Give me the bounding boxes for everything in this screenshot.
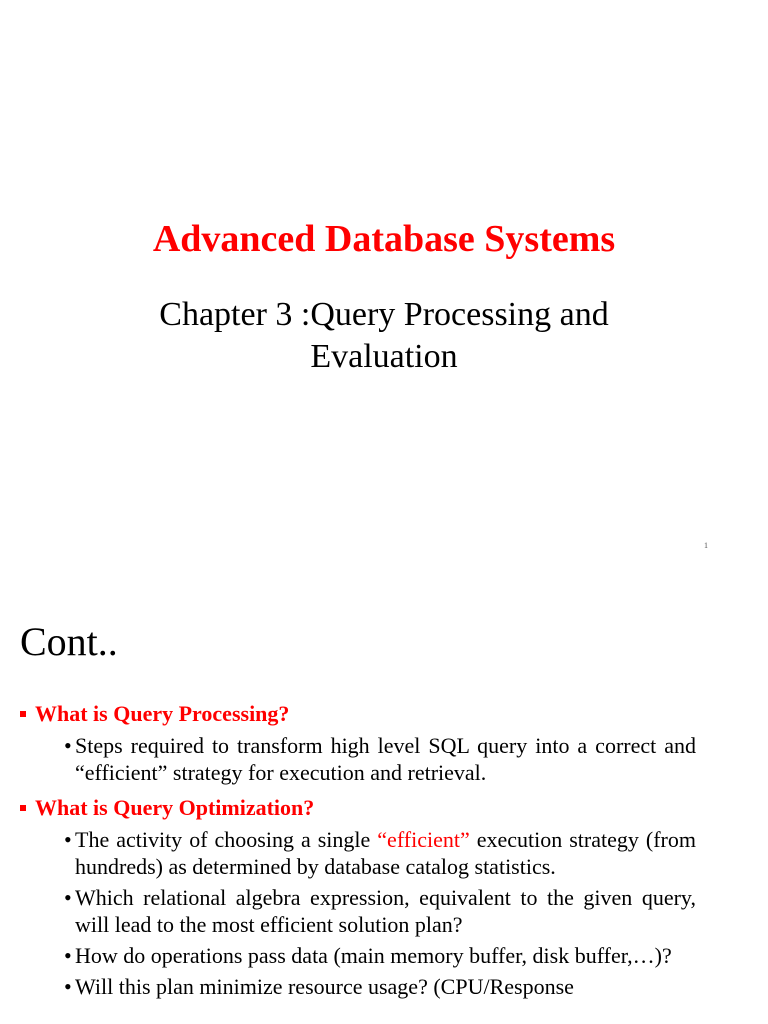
list-item bbox=[64, 973, 696, 1000]
page-number: 1 bbox=[704, 541, 708, 550]
list-item bbox=[64, 884, 696, 938]
slide-body bbox=[20, 700, 696, 1000]
section-heading-text: What is Query Processing? bbox=[35, 701, 290, 726]
bullet-icon: • bbox=[64, 943, 72, 968]
section-heading-text: What is Query Optimization? bbox=[35, 795, 315, 820]
list-item bbox=[64, 942, 696, 969]
highlighted-term: “efficient” bbox=[377, 827, 470, 852]
list-item bbox=[64, 826, 696, 880]
content-slide bbox=[0, 588, 768, 1024]
square-bullet-icon bbox=[20, 711, 26, 717]
section-heading-query-optimization bbox=[20, 794, 696, 821]
bullet-icon: • bbox=[64, 974, 72, 999]
list-item bbox=[64, 732, 696, 786]
subtitle-line-1: Chapter 3 :Query Processing and bbox=[159, 296, 609, 333]
list-item-text-start: The activity of choosing a single bbox=[75, 827, 378, 852]
list-item-text: Will this plan minimize resource usage? (CPU/Response bbox=[75, 974, 574, 999]
list-item-text: How do operations pass data (main memory buffer, disk buffer,…)? bbox=[75, 943, 672, 968]
slide-title: Advanced Database Systems bbox=[152, 218, 616, 260]
list-item-text: Steps required to transform high level SQL query into a correct and “efficient” strategy for execution and retrieval. bbox=[75, 733, 696, 785]
slide-heading: Cont.. bbox=[20, 619, 118, 664]
square-bullet-icon bbox=[20, 805, 26, 811]
section-heading-query-processing bbox=[20, 700, 696, 727]
bullet-icon: • bbox=[64, 827, 72, 852]
bullet-icon: • bbox=[64, 733, 72, 758]
bullet-icon: • bbox=[64, 885, 72, 910]
list-item-text-end: execution strategy (from hundreds) as determined by database catalog statistics. bbox=[75, 827, 696, 879]
list-item-text: Which relational algebra expression, equivalent to the given query, will lead to the most efficient solution plan? bbox=[75, 885, 696, 937]
slide-subtitle bbox=[0, 294, 768, 378]
subtitle-line-2: Evaluation bbox=[310, 338, 458, 375]
